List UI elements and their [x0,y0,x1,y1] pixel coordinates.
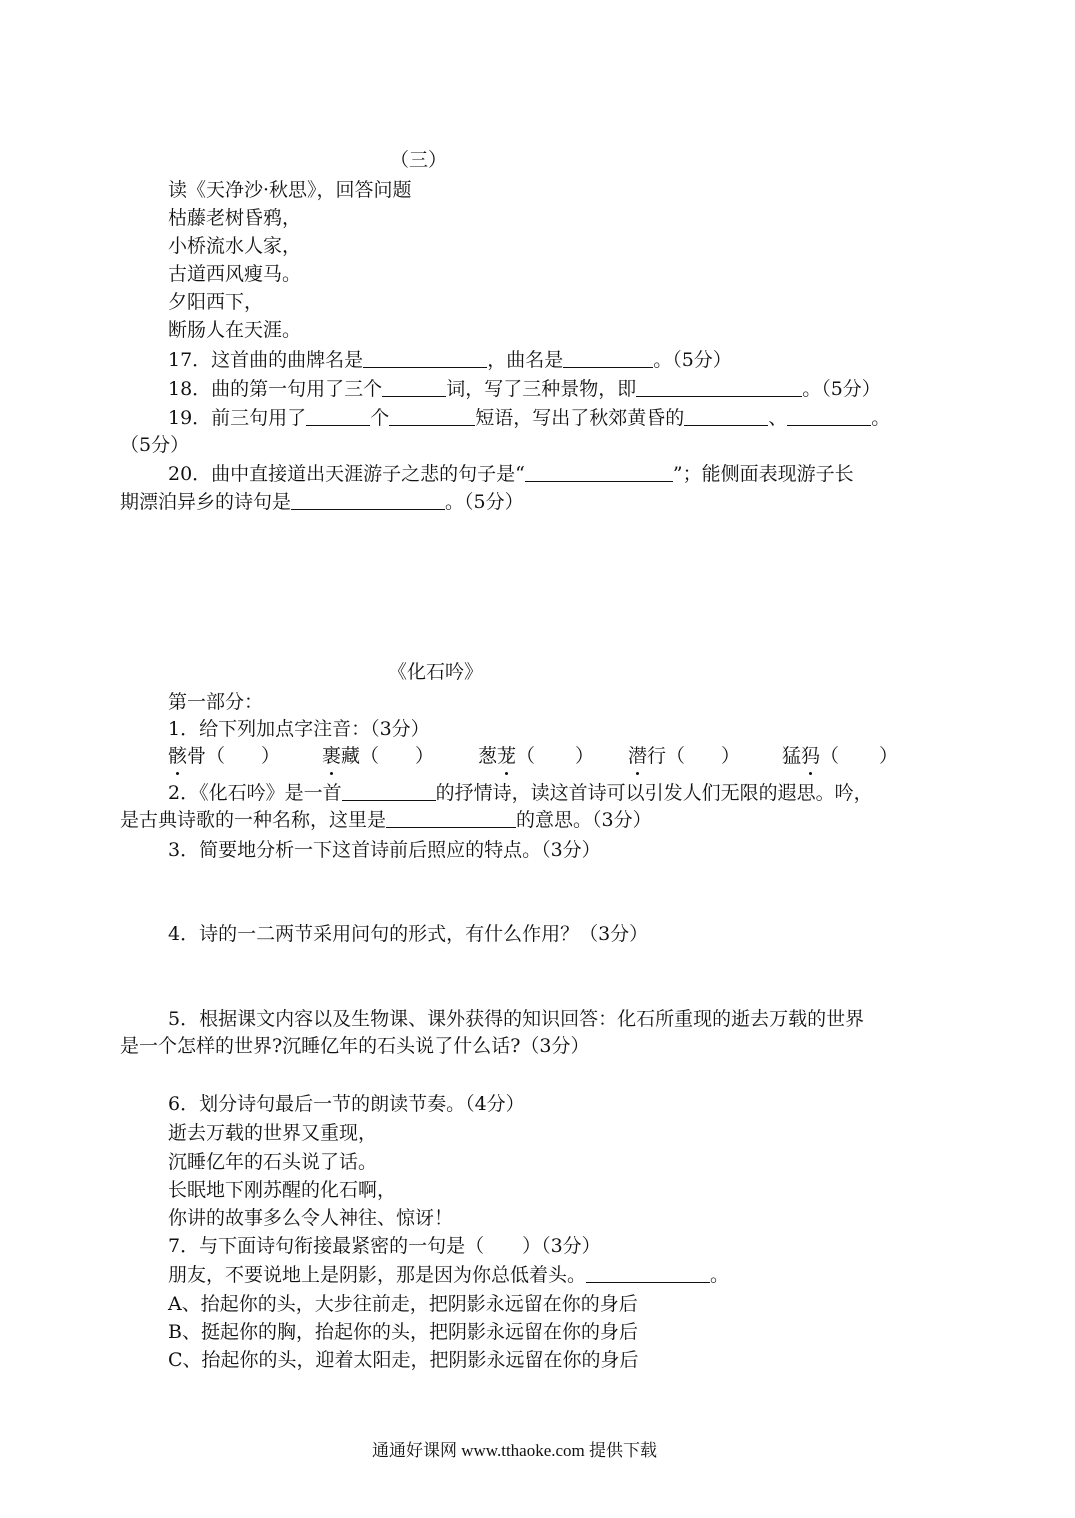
poem-line: 古道西风瘦马。 [168,263,302,285]
item-text: ） [415,745,435,767]
q2-text: 是古典诗歌的一种名称，这里是 [120,809,387,831]
item-text: ） [879,745,899,767]
question-3: 3．简要地分析一下这首诗前后照应的特点。（3分） [168,839,601,861]
question-18 [168,377,881,401]
item-text: （ [820,745,840,767]
section-heading: （三） [390,149,448,171]
item-text: 藏（ [341,745,380,767]
question-20-cont [120,490,524,514]
dotted-char: 茏 [497,745,517,767]
item-text: 行（ [647,745,686,767]
poem-line: 枯藤老树昏鸦， [168,207,302,229]
question-2-cont [120,808,652,832]
q20-text: 期漂泊异乡的诗句是 [120,491,292,513]
pinyin-item [628,744,740,768]
answer-blank[interactable] [787,407,871,426]
answer-blank[interactable] [586,1264,710,1283]
q2-text: 的抒情诗，读这首诗可以引发人们无限的遐思。吟， [435,782,873,804]
q7-text: 朋友，不要说地上是阴影，那是因为你总低着头。 [168,1264,587,1286]
page-footer: 通通好课网 www.tthaoke.com 提供下载 [372,1441,658,1460]
poem-line: 逝去万载的世界又重现， [168,1122,378,1144]
item-text: 葱 [478,745,498,767]
q17-text: ，曲名是 [487,349,564,371]
poem-line: 小桥流水人家， [168,235,302,257]
dotted-char: 潜 [628,745,648,767]
question-6: 6．划分诗句最后一节的朗读节奏。（4分） [168,1093,525,1115]
question-7-stem [168,1263,729,1287]
q2-text: 的意思。（3分） [516,809,652,831]
poem-line: 你讲的故事多么令人神往、惊讶！ [168,1207,454,1229]
item-text: （ [516,745,536,767]
q17-text: 17．这首曲的曲牌名是 [168,349,364,371]
answer-blank[interactable] [636,378,802,397]
item-text: ） [261,745,281,767]
poem-line: 断肠人在天涯。 [168,319,302,341]
pinyin-item [322,744,434,768]
answer-blank[interactable] [363,349,487,368]
q18-text: 18．曲的第一句用了三个 [168,378,383,400]
dotted-char: 犸 [801,745,821,767]
q17-text: 。（5分） [653,349,732,371]
question-7: 7．与下面诗句衔接最紧密的一句是（ ）（3分） [168,1235,601,1257]
option-b[interactable]: B、挺起你的胸，抬起你的头，把阴影永远留在你的身后 [168,1321,638,1343]
option-a[interactable]: A、抬起你的头，大步往前走，把阴影永远留在你的身后 [168,1293,638,1315]
q20-text: 。（5分） [445,491,524,513]
dotted-char: 裹 [322,745,342,767]
item-text: ） [721,745,741,767]
dotted-char: 骸 [168,745,188,767]
answer-blank[interactable] [684,407,768,426]
answer-blank[interactable] [389,407,475,426]
question-19-score: （5分） [120,434,190,456]
answer-blank[interactable] [525,463,673,482]
option-c[interactable]: C、抬起你的头，迎着太阳走，把阴影永远留在你的身后 [168,1349,639,1371]
pinyin-item [478,744,594,768]
q19-text: 个 [370,407,390,429]
section-title: 《化石吟》 [388,661,484,683]
question-1: 1．给下列加点字注音：（3分） [168,718,430,740]
question-19 [168,406,890,430]
q19-text: 、 [768,407,788,429]
q19-text: 。 [871,407,891,429]
answer-blank[interactable] [563,349,653,368]
q18-text: 词，写了三种景物，即 [446,378,637,400]
q20-text: ”；能侧面表现游子长 [672,463,854,485]
question-20 [168,462,854,486]
q18-text: 。（5分） [802,378,881,400]
answer-blank[interactable] [382,378,446,397]
answer-blank[interactable] [386,809,516,828]
q7-text: 。 [710,1264,730,1286]
question-5-cont: 是一个怎样的世界?沉睡亿年的石头说了什么话?（3分） [120,1035,590,1057]
q19-text: 19．前三句用了 [168,407,307,429]
q19-text: 短语，写出了秋郊黄昏的 [475,407,685,429]
poem-line: 夕阳西下， [168,291,264,313]
answer-blank[interactable] [291,491,445,510]
question-4: 4．诗的一二两节采用问句的形式，有什么作用？（3分） [168,923,649,945]
part-label: 第一部分： [168,691,264,713]
poem-line: 沉睡亿年的石头说了话。 [168,1151,378,1173]
pinyin-item [168,744,280,768]
item-text: ） [575,745,595,767]
pinyin-item [782,744,898,768]
item-text: 猛 [782,745,802,767]
answer-blank[interactable] [306,407,370,426]
question-5: 5．根据课文内容以及生物课、课外获得的知识回答：化石所重现的逝去万载的世界 [168,1008,865,1030]
poem-line: 长眠地下刚苏醒的化石啊， [168,1179,397,1201]
q2-text: 2．《化石吟》是一首 [168,782,342,804]
question-prompt: 读《天净沙·秋思》，回答问题 [168,179,412,201]
item-text: 骨（ [187,745,226,767]
answer-blank[interactable] [342,782,436,801]
q20-text: 20．曲中直接道出天涯游子之悲的句子是“ [168,463,525,485]
question-17 [168,348,732,372]
question-2 [168,781,873,805]
